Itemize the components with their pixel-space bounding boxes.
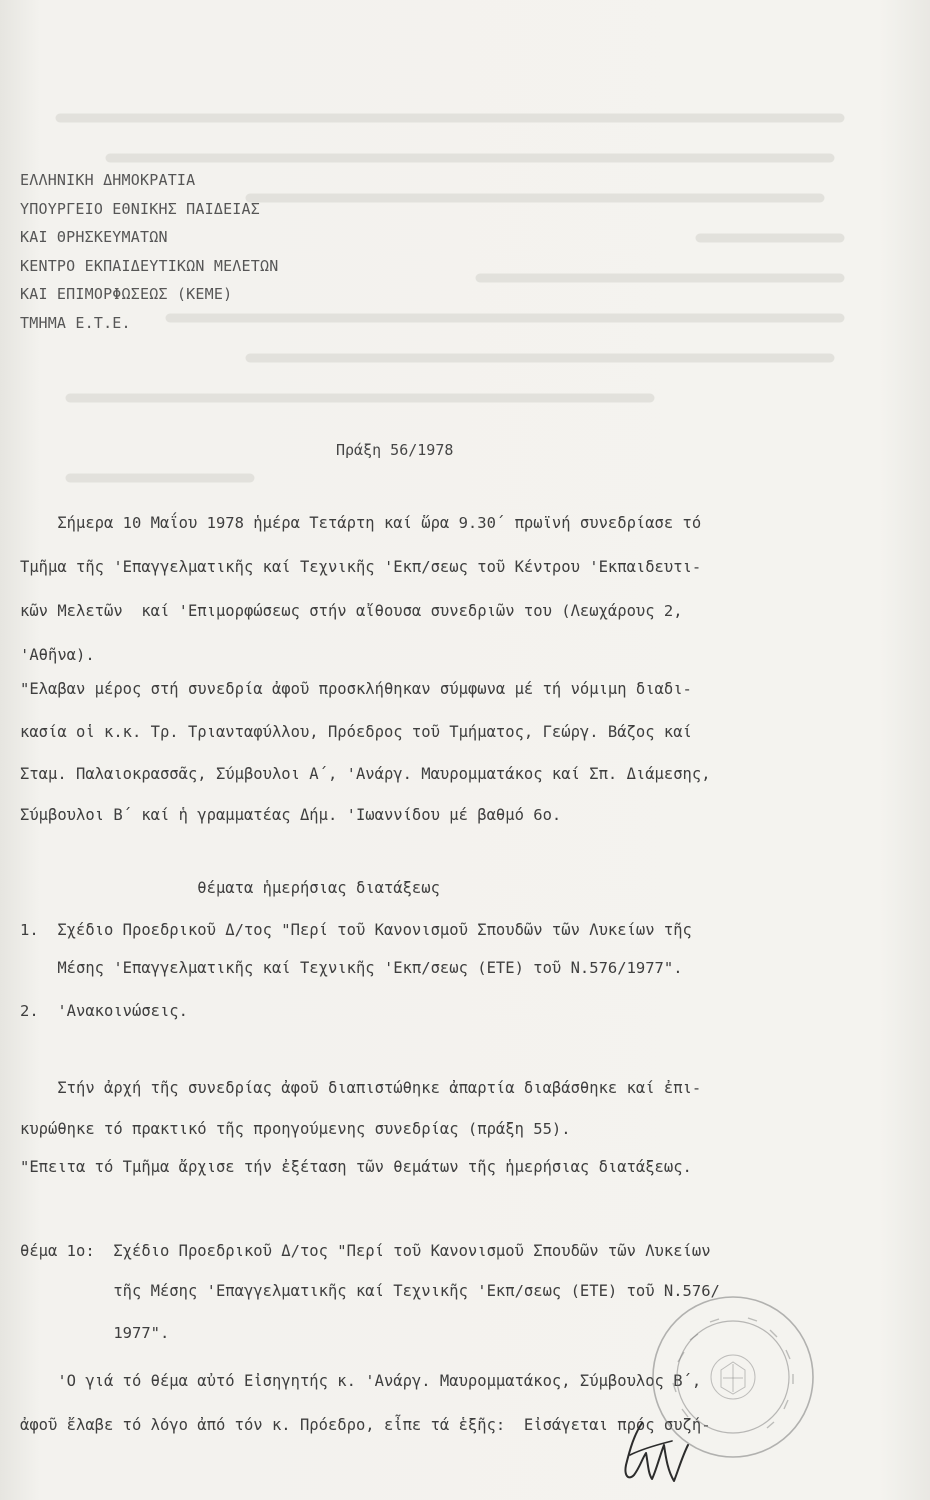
body-line: Σταμ. Παλαιοκρασσᾶς, Σύμβουλοι Α΄, 'Ανάργ. Μαυρομματάκος καί Σπ. Διάμεσης, xyxy=(20,765,711,783)
body-line: Στήν ἀρχή τῆς συνεδρίας ἀφοῦ διαπιστώθηκε ἀπαρτία διαβάσθηκε καί ἐπι- xyxy=(20,1079,702,1097)
body-line: Τμῆμα τῆς 'Επαγγελματικῆς καί Τεχνικῆς 'Εκπ/σεως τοῦ Κέντρου 'Εκπαιδευτι- xyxy=(20,558,702,576)
handwritten-signature-icon xyxy=(612,1415,692,1490)
agenda-item: 2. 'Ανακοινώσεις. xyxy=(20,1002,188,1020)
body-line: Σήμερα 10 Μαΐου 1978 ἡμέρα Τετάρτη καί ὥρα 9.30΄ πρωϊνή συνεδρίασε τό xyxy=(20,514,702,532)
topic-heading: θέμα 1ο: Σχέδιο Προεδρικοῦ Δ/τος "Περί τοῦ Κανονισμοῦ Σπουδῶν τῶν Λυκείων xyxy=(20,1242,711,1260)
topic-heading: τῆς Μέσης 'Επαγγελματικῆς καί Τεχνικῆς 'Εκπ/σεως (ΕΤΕ) τοῦ Ν.576/ xyxy=(20,1282,720,1300)
body-line: κῶν Μελετῶν καί 'Επιμορφώσεως στήν αἴθουσα συνεδριῶν του (Λεωχάρους 2, xyxy=(20,602,683,620)
agenda-heading: θέματα ἡμερήσιας διατάξεως xyxy=(20,879,440,897)
header-line: ΚΕΝΤΡΟ ΕΚΠΑΙΔΕΥΤΙΚΩΝ ΜΕΛΕΤΩΝ xyxy=(20,256,279,275)
header-line: ΥΠΟΥΡΓΕΙΟ ΕΘΝΙΚΗΣ ΠΑΙΔΕΙΑΣ xyxy=(20,199,260,218)
header-line: ΚΑΙ ΕΠΙΜΟΡΦΩΣΕΩΣ (ΚΕΜΕ) xyxy=(20,285,233,303)
agenda-item: 1. Σχέδιο Προεδρικοῦ Δ/τος "Περί τοῦ Κανονισμοῦ Σπουδῶν τῶν Λυκείων τῆς xyxy=(20,921,692,939)
body-line: Σύμβουλοι Β΄ καί ἡ γραμματέας Δήμ. 'Ιωαννίδου μέ βαθμό 6ο. xyxy=(20,806,562,824)
body-line: ἀφοῦ ἔλαβε τό λόγο ἀπό τόν κ. Πρόεδρο, εἶπε τά ἑξῆς: Εἰσάγεται πρός συζή- xyxy=(20,1416,711,1434)
issuer-header xyxy=(20,166,278,337)
header-line: ΤΜΗΜΑ Ε.Τ.Ε. xyxy=(20,313,131,332)
body-line: "Επειτα τό Τμῆμα ἄρχισε τήν ἐξέταση τῶν θεμάτων τῆς ἡμερήσιας διατάξεως. xyxy=(20,1158,692,1176)
header-line: ΕΛΛΗΝΙΚΗ ΔΗΜΟΚΡΑΤΙΑ xyxy=(20,171,196,189)
agenda-item: Μέσης 'Επαγγελματικῆς καί Τεχνικῆς 'Εκπ/σεως (ΕΤΕ) τοῦ Ν.576/1977". xyxy=(20,959,683,977)
header-line: ΚΑΙ ΘΡΗΣΚΕΥΜΑΤΩΝ xyxy=(20,228,168,246)
body-line: κασία οἱ κ.κ. Τρ. Τριανταφύλλου, Πρόεδρος τοῦ Τμήματος, Γεώργ. Βάζος καί xyxy=(20,723,692,741)
body-line: κυρώθηκε τό πρακτικό τῆς προηγούμενης συνεδρίας (πράξη 55). xyxy=(20,1120,571,1138)
body-line: 'Αθῆνα). xyxy=(20,646,95,664)
document-title: Πράξη 56/1978 xyxy=(336,441,454,459)
body-line: 'Ο γιά τό θέμα αὐτό Εἰσηγητής κ. 'Ανάργ. Μαυρομματάκος, Σύμβουλος Β΄, xyxy=(20,1372,702,1390)
topic-heading: 1977". xyxy=(20,1324,170,1342)
body-line: "Ελαβαν μέρος στή συνεδρία ἀφοῦ προσκλήθηκαν σύμφωνα μέ τή νόμιμη διαδι- xyxy=(20,680,692,698)
